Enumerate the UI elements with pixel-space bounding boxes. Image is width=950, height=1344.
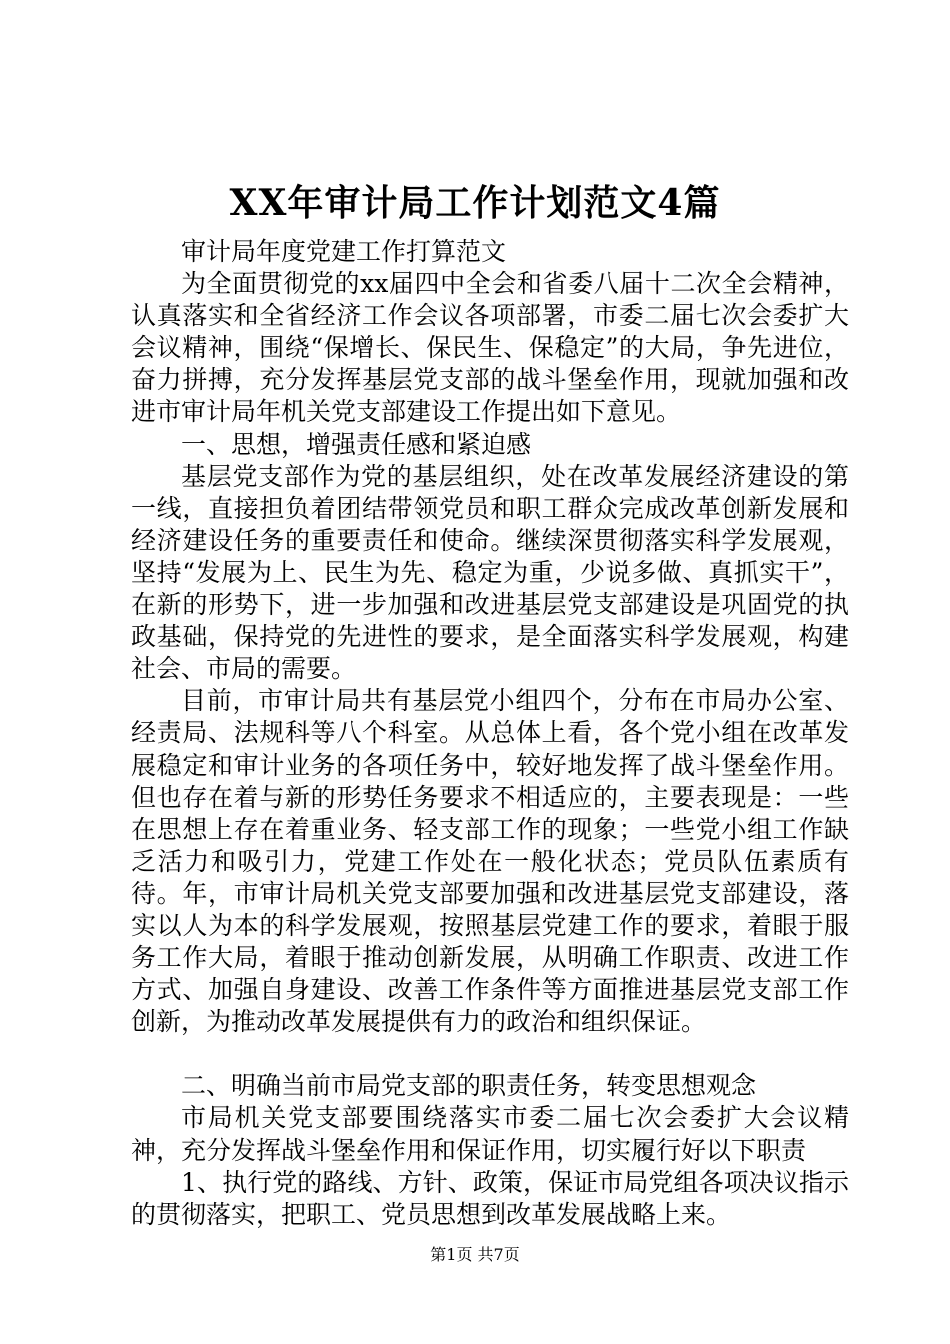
page-footer: 第1页 共7页 <box>430 1245 520 1264</box>
paragraph-item-1: 1、执行党的路线、方针、政策，保证市局党组各项决议指示的贯彻落实，把职工、党员思想到改革发展战略上来。 <box>131 1167 849 1229</box>
paragraph-section-1a: 基层党支部作为党的基层组织，处在改革发展经济建设的第一线，直接担负着团结带领党员和职工群众完成改革创新发展和经济建设任务的重要责任和使命。继续深贯彻落实科学发展观，坚持“发展为上、民生为先、稳定为重，少说多做、真抓实干”，在新的形势下，进一步加强和改进基层党支部建设是巩固党的执政基础，保持党的先进性的要求，是全面落实科学发展观，构建社会、市局的需要。 <box>131 461 849 684</box>
section-heading-1: 一、思想，增强责任感和紧迫感 <box>181 429 532 459</box>
document-title: XX年审计局工作计划范文4篇 <box>229 182 721 224</box>
paragraph-section-1b: 目前，市审计局共有基层党小组四个，分布在市局办公室、经责局、法规科等八个科室。从总体上看，各个党小组在改革发展稳定和审计业务的各项任务中，较好地发挥了战斗堡垒作用。但也存在着与新的形势任务要求不相适应的，主要表现是：一些在思想上存在着重业务、轻支部工作的现象；一些党小组工作缺乏活力和吸引力，党建工作处在一般化状态；党员队伍素质有待。年，市审计局机关党支部要加强和改进基层党支部建设，落实以人为本的科学发展观，按照基层党建工作的要求，着眼于服务工作大局，着眼于推动创新发展，从明确工作职责、改进工作方式、加强自身建设、改善工作条件等方面推进基层党支部工作创新，为推动改革发展提供有力的政治和组织保证。 <box>131 686 849 1037</box>
section-heading-2: 二、明确当前市局党支部的职责任务，转变思想观念 <box>181 1071 757 1101</box>
paragraph-section-2a: 市局机关党支部要围绕落实市委二届七次会委扩大会议精神，充分发挥战斗堡垒作用和保证作用，切实履行好以下职责 <box>131 1103 849 1165</box>
document-body <box>131 236 849 1231</box>
paragraph-intro: 为全面贯彻党的xx届四中全会和省委八届十二次全会精神，认真落实和全省经济工作会议各项部署，市委二届七次会委扩大会议精神，围绕“保增长、保民生、保稳定”的大局，争先进位，奋力拼搏，充分发挥基层党支部的战斗堡垒作用，现就加强和改进市审计局年机关党支部建设工作提出如下意见。 <box>131 269 849 427</box>
blank-line <box>131 1038 849 1070</box>
paragraph-subtitle: 审计局年度党建工作打算范文 <box>181 237 507 266</box>
